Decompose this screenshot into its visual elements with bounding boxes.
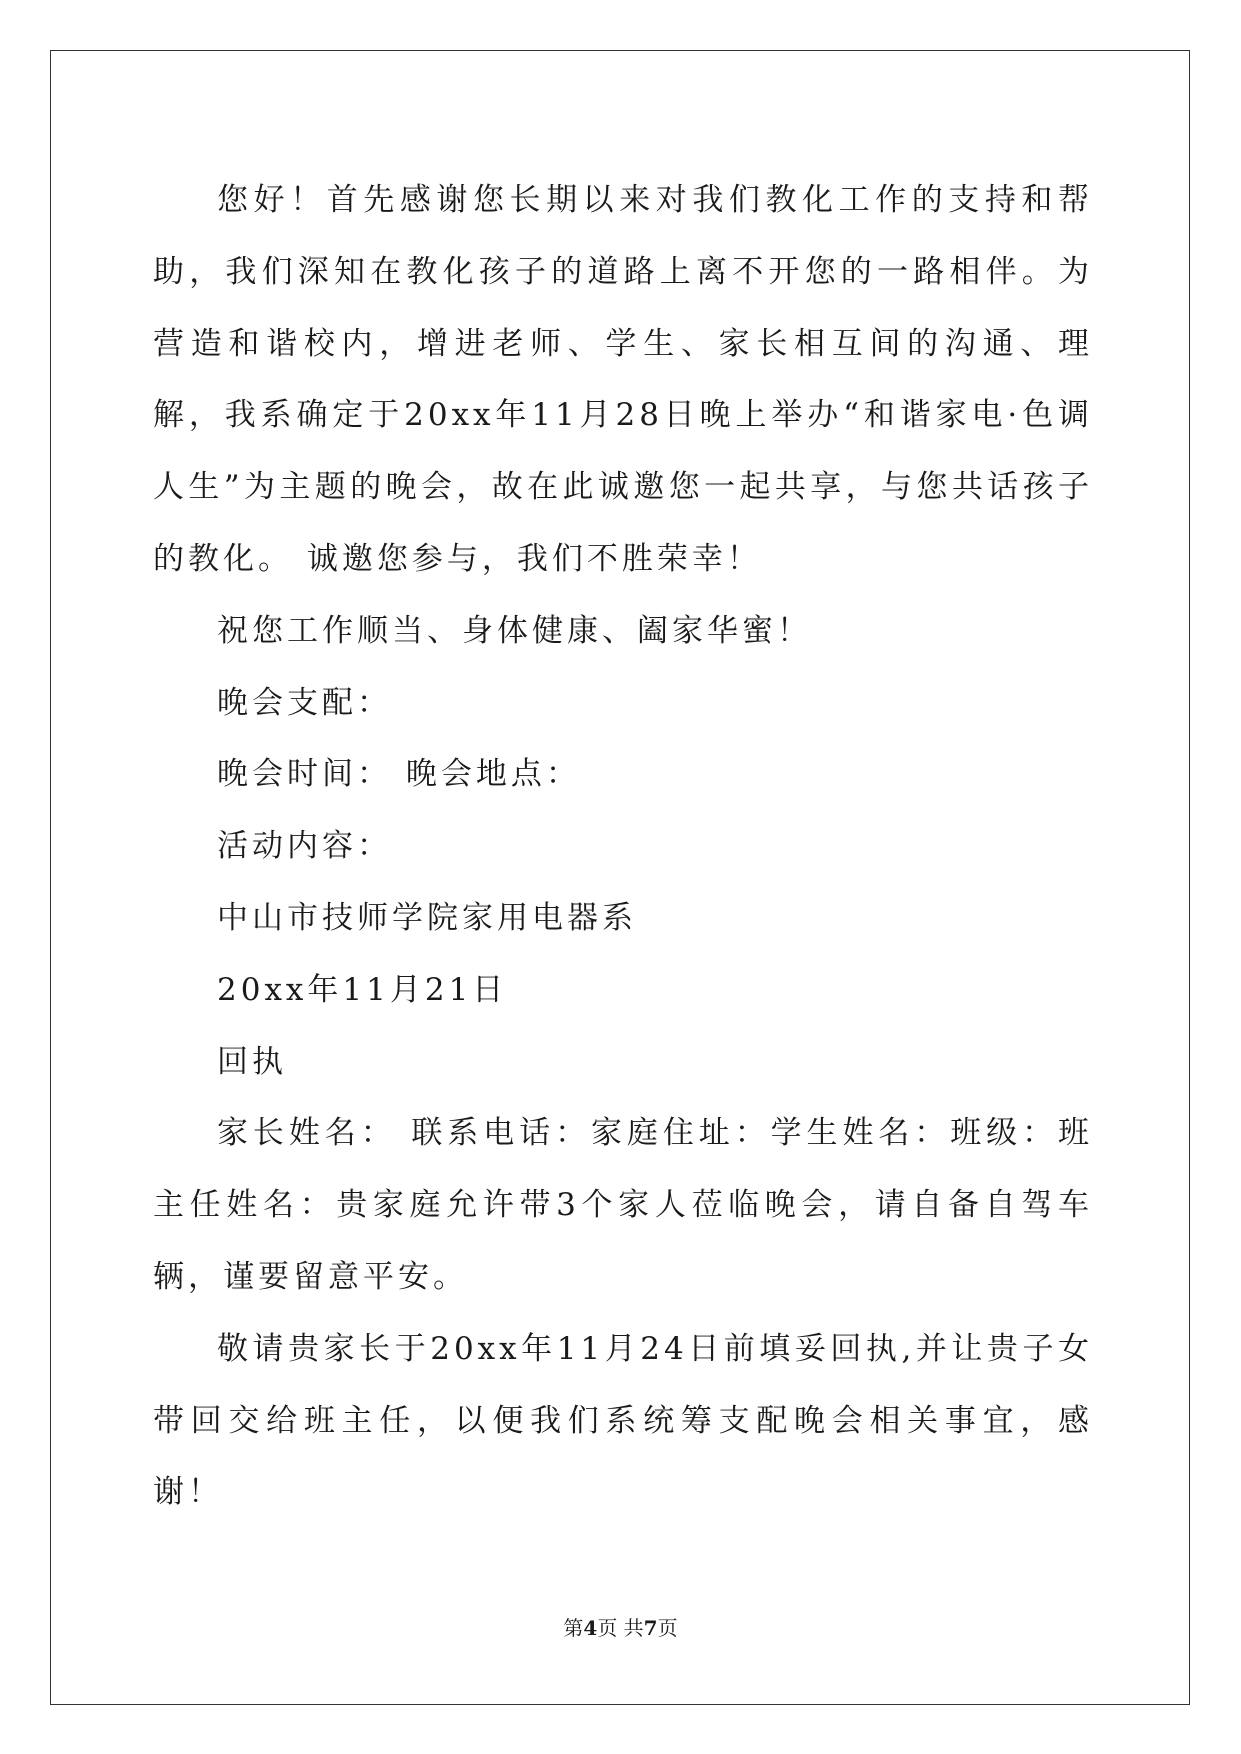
receipt-heading: 回执 [217, 1043, 287, 1080]
footer-total-pages: 7 [643, 1616, 658, 1640]
footer-middle: 页 共 [597, 1616, 644, 1640]
page-number-footer [0, 1612, 1241, 1641]
footer-current-page: 4 [583, 1616, 598, 1640]
return-instructions-paragraph: 敬请贵家长于20xx年11月24日前填妥回执,并让贵子女带回交给班主任，以便我们系统筹支配晚会相关事宜，感谢！ [153, 1330, 1093, 1511]
activity-content-line: 活动内容： [217, 828, 392, 865]
wishes-paragraph: 祝您工作顺当、身体健康、阖家华蜜！ [217, 612, 812, 649]
organizer-name: 中山市技师学院家用电器系 [217, 899, 637, 936]
letter-date: 20xx年11月21日 [217, 971, 508, 1008]
document-body [153, 165, 1093, 1529]
time-location-line: 晚会时间： 晚会地点： [217, 756, 581, 793]
arrangement-heading: 晚会支配： [217, 684, 392, 721]
footer-suffix: 页 [657, 1616, 678, 1640]
receipt-fields-paragraph: 家长姓名： 联系电话：家庭住址：学生姓名：班级：班主任姓名：贵家庭允许带3个家人莅临晚会，请自备自驾车辆，谨要留意平安。 [153, 1115, 1093, 1295]
invitation-paragraph: 您好！首先感谢您长期以来对我们教化工作的支持和帮助，我们深知在教化孩子的道路上离不开您的一路相伴。为营造和谐校内，增进老师、学生、家长相互间的沟通、理解，我系确定于20xx年11月28日晚上举办“和谐家电·色调人生”为主题的晚会，故在此诚邀您一起共享，与您共话孩子的教化。 诚邀您参与，我们不胜荣幸！ [153, 182, 1093, 577]
footer-prefix: 第 [563, 1616, 584, 1640]
